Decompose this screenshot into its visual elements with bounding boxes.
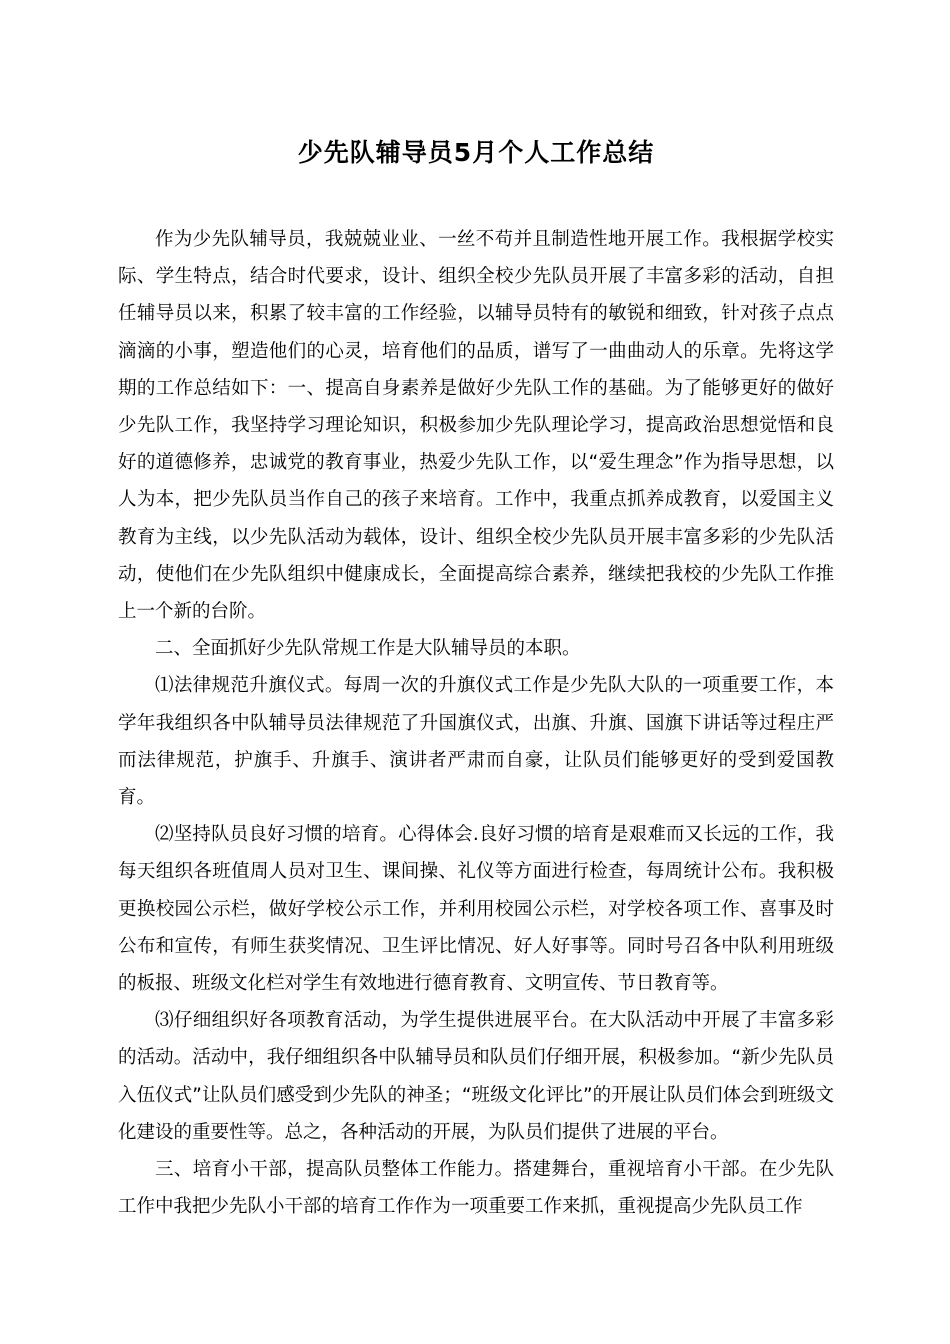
paragraph-item-3: ⑶仔细组织好各项教育活动，为学生提供进展平台。在大队活动中开展了丰富多彩的活动。活动中，我仔细组织各中队辅导员和队员们仔细开展，积极参加。“新少先队员入伍仪式”让队员们感受到少先队的神圣；“班级文化评比”的开展让队员们体会到班级文化建设的重要性等。总之，各种活动的开展，为队员们提供了进展的平台。: [118, 1010, 834, 1143]
paragraph-intro: 作为少先队辅导员，我兢兢业业、一丝不苟并且制造性地开展工作。我根据学校实际、学生特点，结合时代要求，设计、组织全校少先队员开展了丰富多彩的活动，自担任辅导员以来，积累了较丰富的工作经验，以辅导员特有的敏锐和细致，针对孩子点点滴滴的小事，塑造他们的心灵，培育他们的品质，谱写了一曲曲动人的乐章。先将这学期的工作总结如下：一、提高自身素养是做好少先队工作的基础。为了能够更好的做好少先队工作，我坚持学习理论知识，积极参加少先队理论学习，提高政治思想觉悟和良好的道德修养，忠诚党的教育事业，热爱少先队工作，以“爱生理念”作为指导思想，以人为本，把少先队员当作自己的孩子来培育。工作中，我重点抓养成教育，以爱国主义教育为主线，以少先队活动为载体，设计、组织全校少先队员开展丰富多彩的少先队活动，使他们在少先队组织中健康成长，全面提高综合素养，继续把我校的少先队工作推上一个新的台阶。: [118, 229, 834, 623]
paragraph-item-1: ⑴法律规范升旗仪式。每周一次的升旗仪式工作是少先队大队的一项重要工作，本学年我组织各中队辅导员法律规范了升国旗仪式，出旗、升旗、国旗下讲话等过程庄严而法律规范，护旗手、升旗手、演讲者严肃而自豪，让队员们能够更好的受到爱国教育。: [118, 675, 834, 809]
paragraph-item-2: ⑵坚持队员良好习惯的培育。心得体会.良好习惯的培育是艰难而又长远的工作，我每天组织各班值周人员对卫生、课间操、礼仪等方面进行检查，每周统计公布。我积极更换校园公示栏，做好学校公示工作，并利用校园公示栏，对学校各项工作、喜事及时公布和宣传，有师生获奖情况、卫生评比情况、好人好事等。同时号召各中队利用班级的板报、班级文化栏对学生有效地进行德育教育、文明宣传、节日教育等。: [118, 824, 834, 995]
document-body: [118, 221, 834, 1225]
document-title: 少先队辅导员5月个人工作总结: [297, 138, 655, 167]
paragraph-section-3: 三、培育小干部，提高队员整体工作能力。搭建舞台，重视培育小干部。在少先队工作中我把少先队小干部的培育工作作为一项重要工作来抓，重视提高少先队员工作: [118, 1159, 834, 1218]
paragraph-section-2-heading: 二、全面抓好少先队常规工作是大队辅导员的本职。: [155, 638, 581, 660]
